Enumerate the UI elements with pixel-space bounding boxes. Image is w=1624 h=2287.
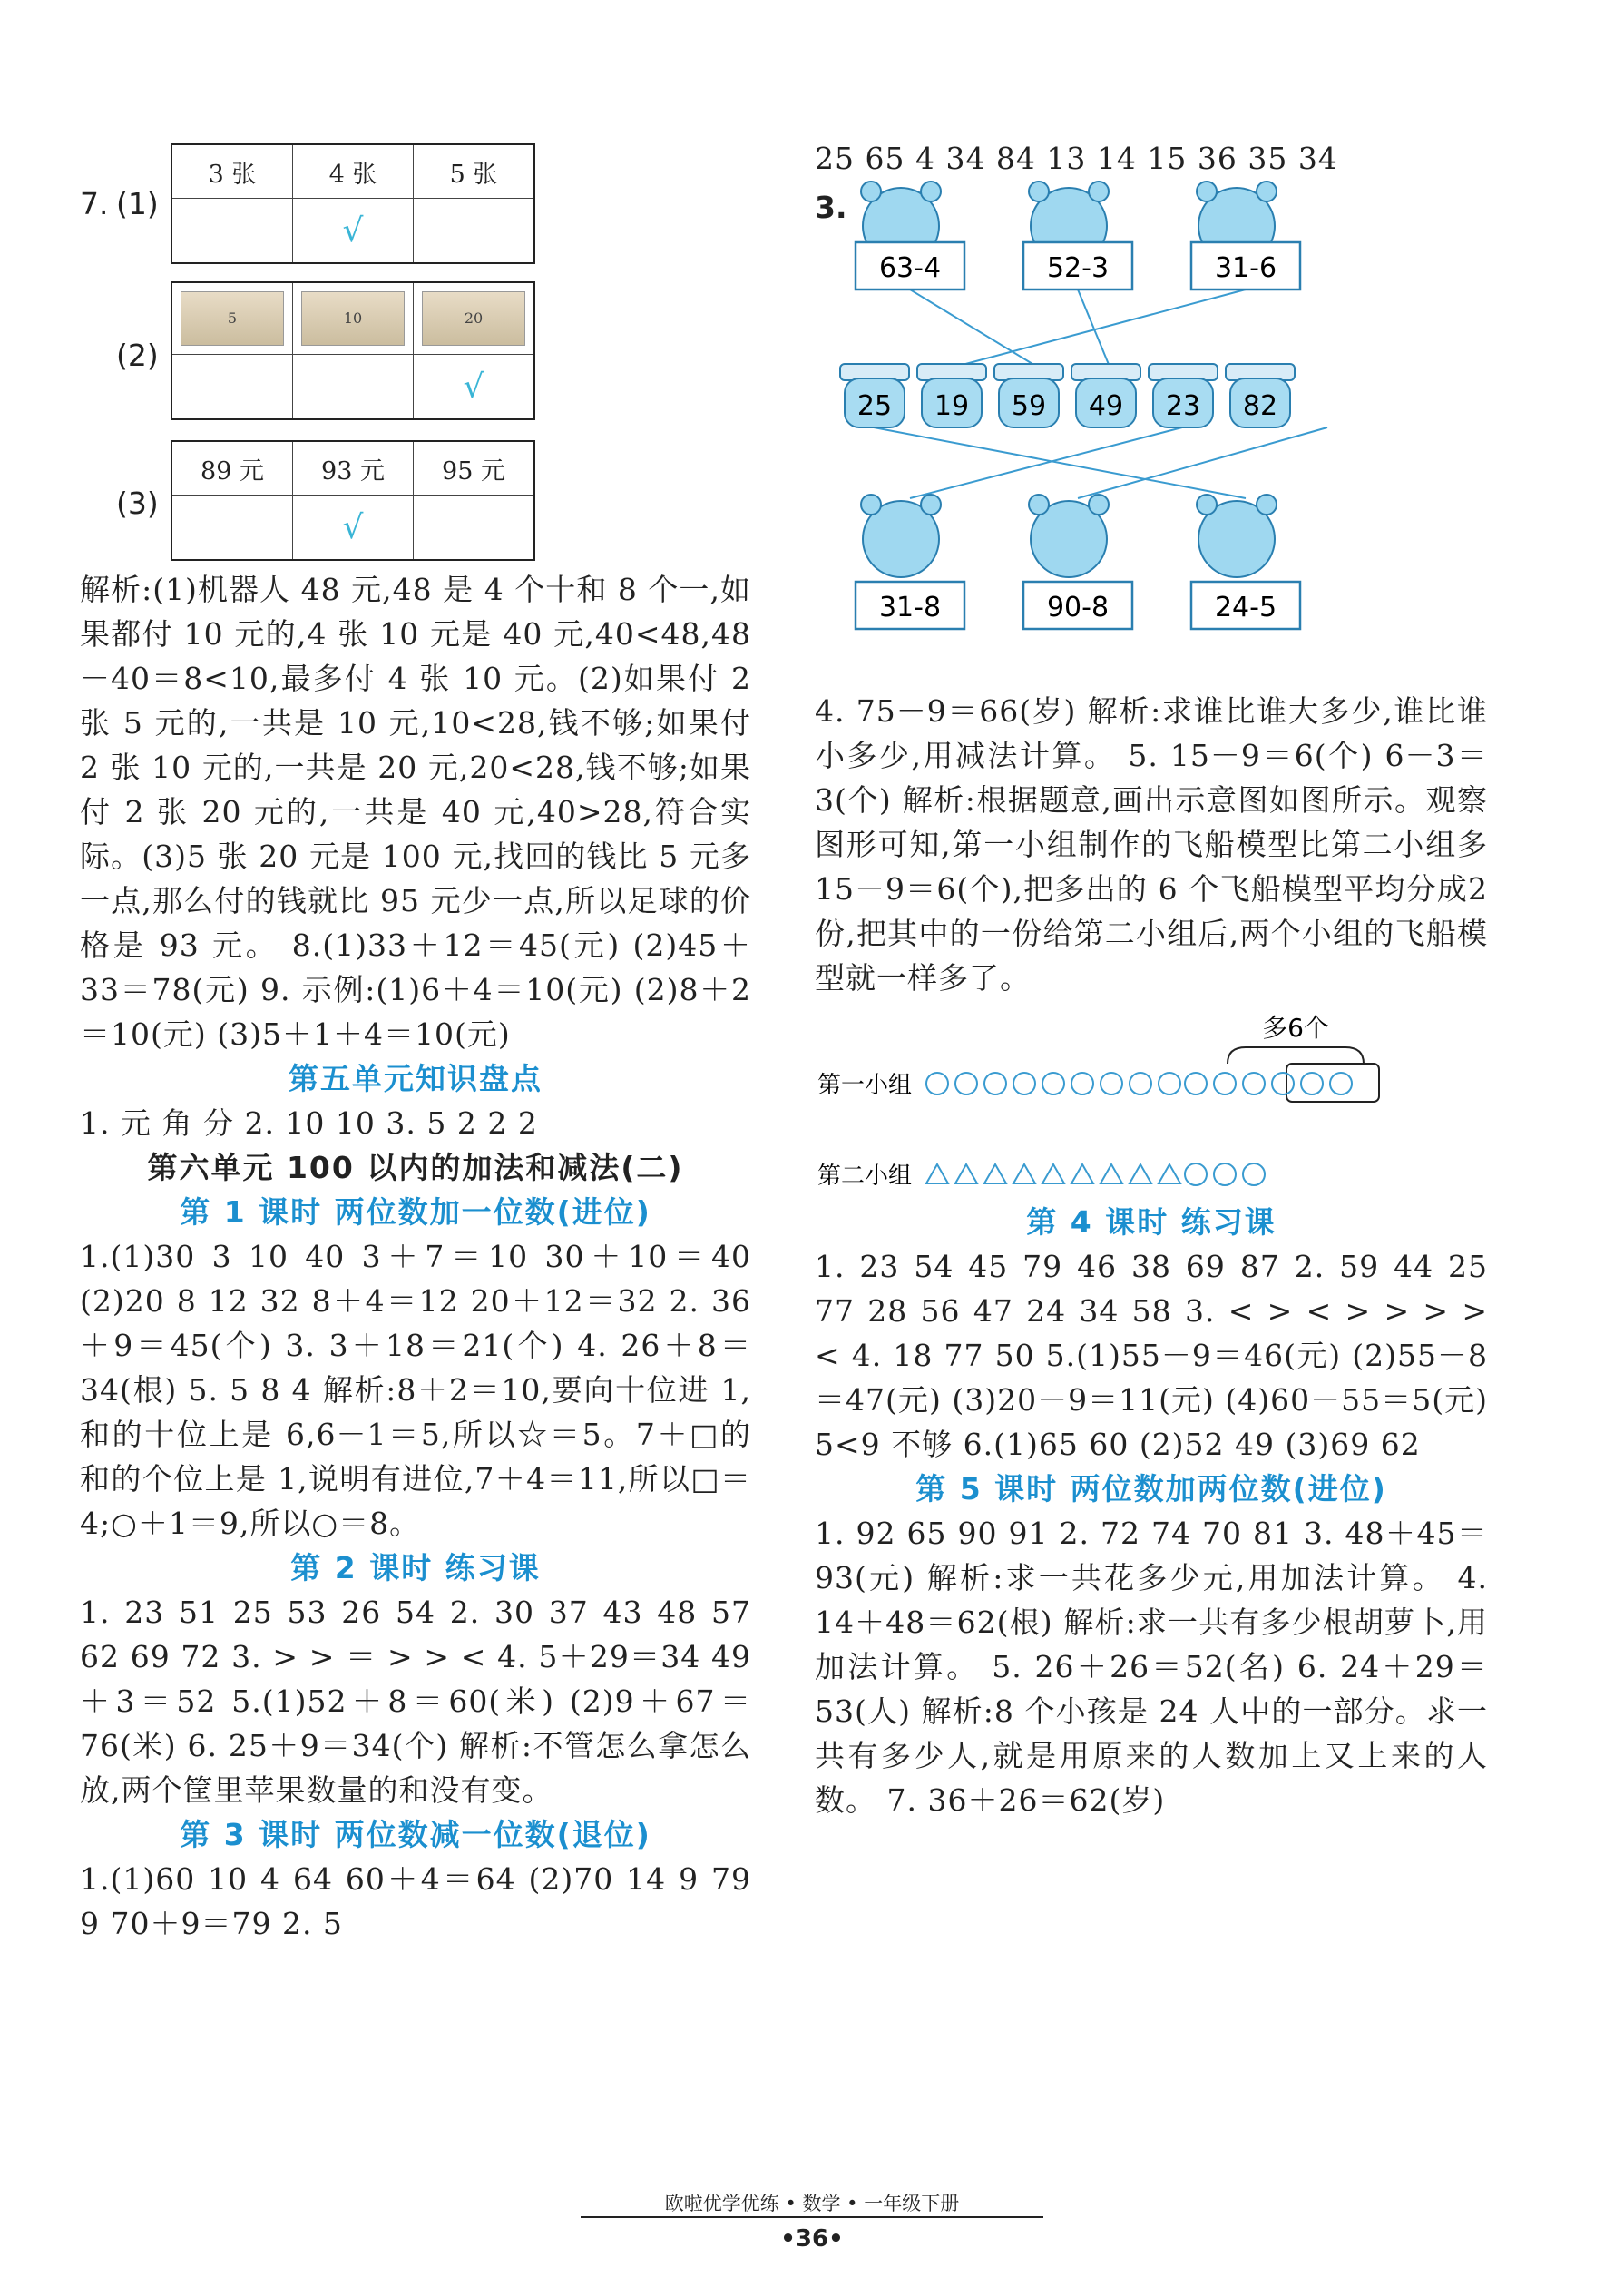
q7-part1-label: (1) — [116, 186, 159, 221]
match-line — [910, 427, 1182, 498]
jar-label: 19 — [934, 390, 970, 422]
q3-number: 3. — [815, 190, 847, 225]
bear-icon — [1029, 495, 1109, 577]
match-line — [874, 427, 1246, 498]
circle-mark — [1013, 1073, 1035, 1094]
lesson4-heading: 第 4 课时 练习课 — [1026, 1204, 1277, 1240]
q7-part2-label: (2) — [116, 338, 159, 373]
cell — [171, 496, 293, 561]
cell — [171, 355, 293, 420]
page-number: •36• — [780, 2225, 844, 2253]
circle-mark — [1272, 1073, 1294, 1094]
cell — [414, 199, 535, 264]
cell — [293, 355, 414, 420]
lesson2-heading: 第 2 课时 练习课 — [290, 1550, 541, 1585]
circle-mark — [1042, 1073, 1064, 1094]
match-line — [955, 290, 1246, 367]
circle-mark — [1159, 1073, 1180, 1094]
jar-label: 49 — [1088, 390, 1124, 422]
bottom-box-label: 31-8 — [878, 592, 942, 623]
bear-icon — [1197, 495, 1277, 577]
triangle-mark — [1013, 1164, 1035, 1183]
triangle-mark — [1101, 1164, 1122, 1183]
bear-jar-diagram — [815, 181, 1488, 689]
right-column — [815, 136, 1488, 1822]
lesson4-answers: 1. 23 54 45 79 46 38 69 87 2. 59 44 25 77 28 56 47 24 34 58 3. < > < > > > > < 4. 18 77 50 5.(1)55－9＝46(元) (2)55－8＝47(元) (3)20－9＝11(元) (4)60－55＝5(元) 5<9 不够 6.(1)65 60 (2)52 49 (3)69 62 — [815, 1249, 1488, 1462]
cell: 95 元 — [414, 441, 535, 496]
match-line — [1078, 427, 1327, 498]
q7-part3-label: (3) — [116, 486, 159, 521]
lesson5-answers: 1. 92 65 90 91 2. 72 74 70 81 3. 48＋45＝93(元) 解析:求一共花多少元,用加法计算。 4. 14＋48＝62(根) 解析:求一共有多少根胡萝卜,用加法计算。 5. 26＋26＝52(名) 6. 24＋29＝53(人) 解析:8 个小孩是 24 人中的一部分。求一共有多少人,就是用原来的人数加上又上来的人数。 7. 36＋26＝62(岁) — [815, 1516, 1488, 1818]
brace — [1228, 1047, 1364, 1064]
circle-mark — [1101, 1073, 1122, 1094]
circle-mark — [1185, 1163, 1207, 1185]
cell — [414, 496, 535, 561]
q7-number: 7. — [80, 186, 109, 221]
bear-icon — [861, 495, 941, 577]
top-box-label: 63-4 — [878, 252, 942, 284]
check-mark: √ — [293, 199, 414, 264]
check-mark: √ — [414, 355, 535, 420]
bottom-box-label: 90-8 — [1046, 592, 1110, 623]
q4-q5-answers: 4. 75－9＝66(岁) 解析:求谁比谁大多少,谁比谁小多少,用减法计算。 5. 15－9＝6(个) 6－3＝3(个) 解析:根据题意,画出示意图如图所示。观察图形可知,第一小组制作的飞船模型比第二小组多 15－9＝6(个),把多出的 6 个飞船模型平均分成2份,把其中的一份给第二小组后,两个小组的飞船模型就一样多了。 — [815, 693, 1488, 996]
banknote-10: 10 — [301, 291, 405, 346]
lesson3-answers: 1.(1)60 10 4 64 60＋4＝64 (2)70 14 9 79 9 70＋9＝79 2. 5 — [80, 1861, 751, 1941]
unit5-review-answers: 1. 元 角 分 2. 10 10 3. 5 2 2 2 — [80, 1105, 538, 1141]
cell — [171, 199, 293, 264]
banknote-5: 5 — [181, 291, 284, 346]
lesson1-answers: 1.(1)30 3 10 40 3＋7＝10 30＋10＝40 (2)20 8 12 32 8＋4＝12 20＋12＝32 2. 36＋9＝45(个) 3. 3＋18＝21(个) 4. 26＋8＝34(根) 5. 5 8 4 解析:8＋2＝10,要向十位进 1,和的十位上是 6,6－1＝5,所以☆＝5。7＋□的和的个位上是 1,说明有进位,7＋4＝11,所以□＝4;○＋1＝9,所以○＝8。 — [80, 1239, 751, 1541]
lesson2-answers: 1. 23 51 25 53 26 54 2. 30 37 43 48 57 62 69 72 3. > > ＝ > > < 4. 5＋29＝34 49＋3＝52 5.(1)52＋8＝60(米) (2)9＋67＝76(米) 6. 25＋9＝34(个) 解析:不管怎么拿怎么放,两个筐里苹果数量的和没有变。 — [80, 1595, 751, 1808]
q7-table-3 — [171, 440, 535, 561]
unit6-heading: 第六单元 100 以内的加法和减法(二) — [147, 1150, 684, 1185]
question-7 — [80, 136, 751, 567]
q7-table-2 — [171, 281, 535, 420]
lesson5-heading: 第 5 课时 两位数加两位数(进位) — [915, 1471, 1387, 1507]
circle-mark — [1301, 1073, 1323, 1094]
bottom-box-label: 24-5 — [1214, 592, 1277, 623]
q2-continued-answers: 25 65 4 34 84 13 14 15 36 35 34 — [815, 141, 1338, 176]
circle-mark — [926, 1073, 948, 1094]
triangle-mark — [1159, 1164, 1180, 1183]
circle-mark — [955, 1073, 977, 1094]
match-line — [1078, 290, 1110, 367]
jar-label: 23 — [1165, 390, 1201, 422]
q7-analysis: 解析:(1)机器人 48 元,48 是 4 个十和 8 个一,如果都付 10 元的,4 张 10 元是 40 元,40<48,48－40＝8<10,最多付 4 张 10 元。(2)如果付 2 张 5 元的,一共是 10 元,10<28,钱不够;如果付 2 张 10 元的,一共是 20 元,20<28,钱不够;如果付 2 张 20 元的,一共是 40 元,40>28,符合实际。(3)5 张 20 元是 100 元,找回的钱比 5 元多一点,那么付的钱就比 95 元少一点,所以足球的价格是 93 元。 8.(1)33＋12＝45(元) (2)45＋33＝78(元) 9. 示例:(1)6＋4＝10(元) (2)8＋2＝10(元) (3)5＋1＋4＝10(元) — [80, 572, 751, 1052]
circle-mark — [1330, 1073, 1352, 1094]
circle-mark — [1130, 1073, 1151, 1094]
circle-mark — [1243, 1073, 1265, 1094]
lesson3-heading: 第 3 课时 两位数减一位数(退位) — [180, 1817, 651, 1852]
cell: 93 元 — [293, 441, 414, 496]
footer-book-title: 欧啦优学优练 • 数学 • 一年级下册 — [664, 2193, 960, 2214]
group-comparison-diagram — [815, 1000, 1488, 1200]
circle-mark — [1214, 1073, 1236, 1094]
group1-circles — [926, 1073, 1352, 1094]
circle-mark — [1243, 1163, 1265, 1185]
left-column — [80, 136, 751, 1946]
jar-label: 25 — [856, 390, 893, 422]
q7-table-1 — [171, 143, 535, 264]
triangle-mark — [1042, 1164, 1064, 1183]
q3-matching-figure — [815, 181, 1488, 689]
top-box-label: 52-3 — [1046, 252, 1110, 284]
cell — [293, 282, 414, 355]
cell: 3 张 — [171, 144, 293, 199]
group1-label: 第一小组 — [817, 1072, 913, 1099]
circle-mark — [1071, 1073, 1093, 1094]
more-six-label: 多6个 — [1262, 1013, 1329, 1043]
jar-label: 59 — [1011, 390, 1047, 422]
cell: 89 元 — [171, 441, 293, 496]
circle-mark — [1185, 1073, 1207, 1094]
triangle-mark — [1130, 1164, 1151, 1183]
lesson1-heading: 第 1 课时 两位数加一位数(进位) — [180, 1194, 651, 1230]
circle-mark — [1214, 1163, 1236, 1185]
cell: 4 张 — [293, 144, 414, 199]
circle-mark — [984, 1073, 1006, 1094]
group2-label: 第二小组 — [817, 1163, 913, 1190]
group2-marks — [926, 1163, 1265, 1185]
cell — [414, 282, 535, 355]
triangle-mark — [1071, 1164, 1093, 1183]
cell — [171, 282, 293, 355]
top-box-label: 31-6 — [1214, 252, 1277, 284]
triangle-mark — [926, 1164, 948, 1183]
jar-label: 82 — [1242, 390, 1278, 422]
footer-rule — [581, 2216, 1043, 2218]
banknote-20: 20 — [422, 291, 525, 346]
triangle-mark — [984, 1164, 1006, 1183]
match-line — [910, 290, 1037, 367]
check-mark: √ — [293, 496, 414, 561]
triangle-mark — [955, 1164, 977, 1183]
cell: 5 张 — [414, 144, 535, 199]
unit5-review-heading: 第五单元知识盘点 — [289, 1061, 543, 1096]
